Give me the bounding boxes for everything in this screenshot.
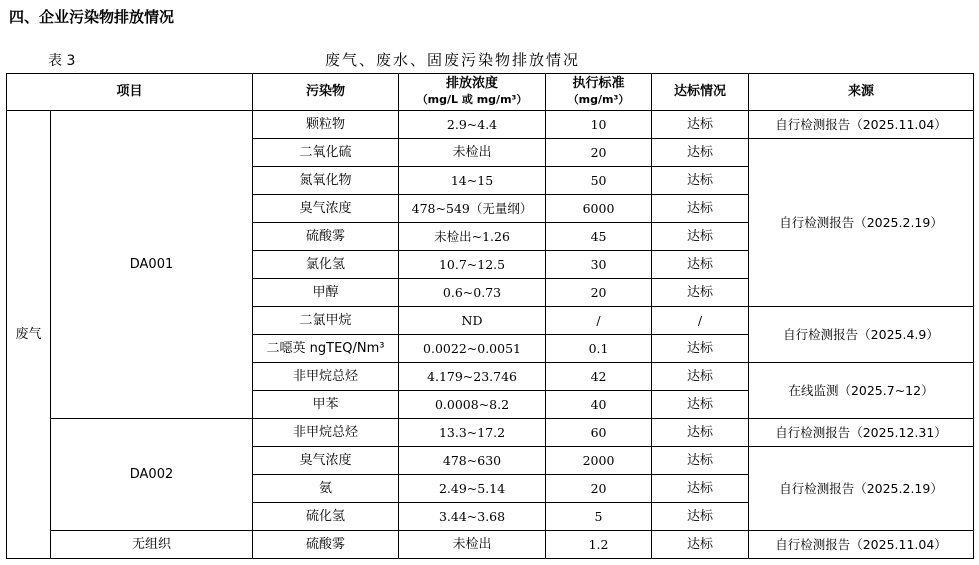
compliance-cell: 达标 — [652, 195, 749, 223]
table-row — [7, 419, 974, 447]
concentration-cell: 未检出~1.26 — [399, 223, 546, 251]
concentration-cell: 478~549（无量纲） — [399, 195, 546, 223]
compliance-cell: 达标 — [652, 531, 749, 559]
source-cell: 自行检测报告（2025.12.31） — [749, 419, 974, 447]
standard-cell: 20 — [546, 279, 652, 307]
pollutant-cell: 二氯甲烷 — [253, 307, 399, 335]
pollutant-cell: 硫酸雾 — [253, 223, 399, 251]
standard-cell: / — [546, 307, 652, 335]
compliance-cell: 达标 — [652, 279, 749, 307]
header-source: 来源 — [749, 74, 974, 111]
concentration-cell: 13.3~17.2 — [399, 419, 546, 447]
concentration-cell: 未检出 — [399, 531, 546, 559]
concentration-cell: 478~630 — [399, 447, 546, 475]
standard-cell: 6000 — [546, 195, 652, 223]
standard-cell: 2000 — [546, 447, 652, 475]
outlet-cell: 无组织 — [51, 531, 253, 559]
header-concentration — [399, 74, 546, 111]
section-title: 四、企业污染物排放情况 — [9, 8, 175, 26]
compliance-cell: 达标 — [652, 475, 749, 503]
pollutant-cell: 颗粒物 — [253, 111, 399, 139]
header-standard — [546, 74, 652, 111]
category-cell: 废气 — [7, 111, 51, 559]
standard-cell: 20 — [546, 475, 652, 503]
pollutant-cell: 非甲烷总烃 — [253, 419, 399, 447]
concentration-cell: 14~15 — [399, 167, 546, 195]
source-cell: 在线监测（2025.7~12） — [749, 363, 974, 419]
pollutant-cell: 二噁英 ngTEQ/Nm³ — [253, 335, 399, 363]
standard-cell: 45 — [546, 223, 652, 251]
source-cell: 自行检测报告（2025.4.9） — [749, 307, 974, 363]
standard-cell: 10 — [546, 111, 652, 139]
pollutant-cell: 氯化氢 — [253, 251, 399, 279]
standard-cell: 0.1 — [546, 335, 652, 363]
header-standard-unit: （mg/m³） — [567, 93, 630, 106]
compliance-cell: / — [652, 307, 749, 335]
pollutant-cell: 氮氧化物 — [253, 167, 399, 195]
compliance-cell: 达标 — [652, 391, 749, 419]
compliance-cell: 达标 — [652, 251, 749, 279]
header-row — [7, 74, 974, 111]
table-row — [7, 531, 974, 559]
source-cell: 自行检测报告（2025.11.04） — [749, 531, 974, 559]
compliance-cell: 达标 — [652, 419, 749, 447]
header-concentration-unit: （mg/L 或 mg/m³） — [416, 93, 528, 106]
concentration-cell: 3.44~3.68 — [399, 503, 546, 531]
emissions-table — [6, 73, 974, 559]
pollutant-cell: 甲醇 — [253, 279, 399, 307]
source-cell: 自行检测报告（2025.2.19） — [749, 139, 974, 307]
pollutant-cell: 甲苯 — [253, 391, 399, 419]
compliance-cell: 达标 — [652, 167, 749, 195]
source-cell: 自行检测报告（2025.11.04） — [749, 111, 974, 139]
concentration-cell: 0.0022~0.0051 — [399, 335, 546, 363]
concentration-cell: 0.0008~8.2 — [399, 391, 546, 419]
table-row — [7, 111, 974, 139]
header-item: 项目 — [7, 74, 253, 111]
pollutant-cell: 硫酸雾 — [253, 531, 399, 559]
concentration-cell: 2.9~4.4 — [399, 111, 546, 139]
compliance-cell: 达标 — [652, 363, 749, 391]
header-concentration-label: 排放浓度 — [446, 76, 499, 91]
source-cell: 自行检测报告（2025.2.19） — [749, 447, 974, 531]
standard-cell: 20 — [546, 139, 652, 167]
outlet-cell: DA002 — [51, 419, 253, 531]
compliance-cell: 达标 — [652, 111, 749, 139]
concentration-cell: ND — [399, 307, 546, 335]
standard-cell: 30 — [546, 251, 652, 279]
concentration-cell: 4.179~23.746 — [399, 363, 546, 391]
compliance-cell: 达标 — [652, 139, 749, 167]
header-compliance: 达标情况 — [652, 74, 749, 111]
standard-cell: 40 — [546, 391, 652, 419]
pollutant-cell: 臭气浓度 — [253, 447, 399, 475]
concentration-cell: 10.7~12.5 — [399, 251, 546, 279]
pollutant-cell: 二氧化硫 — [253, 139, 399, 167]
standard-cell: 60 — [546, 419, 652, 447]
compliance-cell: 达标 — [652, 503, 749, 531]
standard-cell: 5 — [546, 503, 652, 531]
header-standard-label: 执行标准 — [572, 76, 625, 91]
table-number: 表 3 — [48, 53, 76, 69]
outlet-cell: DA001 — [51, 111, 253, 419]
pollutant-cell: 非甲烷总烃 — [253, 363, 399, 391]
standard-cell: 42 — [546, 363, 652, 391]
pollutant-cell: 氨 — [253, 475, 399, 503]
header-pollutant: 污染物 — [253, 74, 399, 111]
concentration-cell: 2.49~5.14 — [399, 475, 546, 503]
concentration-cell: 未检出 — [399, 139, 546, 167]
pollutant-cell: 臭气浓度 — [253, 195, 399, 223]
table-caption: 废气、废水、固废污染物排放情况 — [325, 51, 581, 69]
compliance-cell: 达标 — [652, 447, 749, 475]
concentration-cell: 0.6~0.73 — [399, 279, 546, 307]
standard-cell: 50 — [546, 167, 652, 195]
pollutant-cell: 硫化氢 — [253, 503, 399, 531]
compliance-cell: 达标 — [652, 223, 749, 251]
compliance-cell: 达标 — [652, 335, 749, 363]
standard-cell: 1.2 — [546, 531, 652, 559]
